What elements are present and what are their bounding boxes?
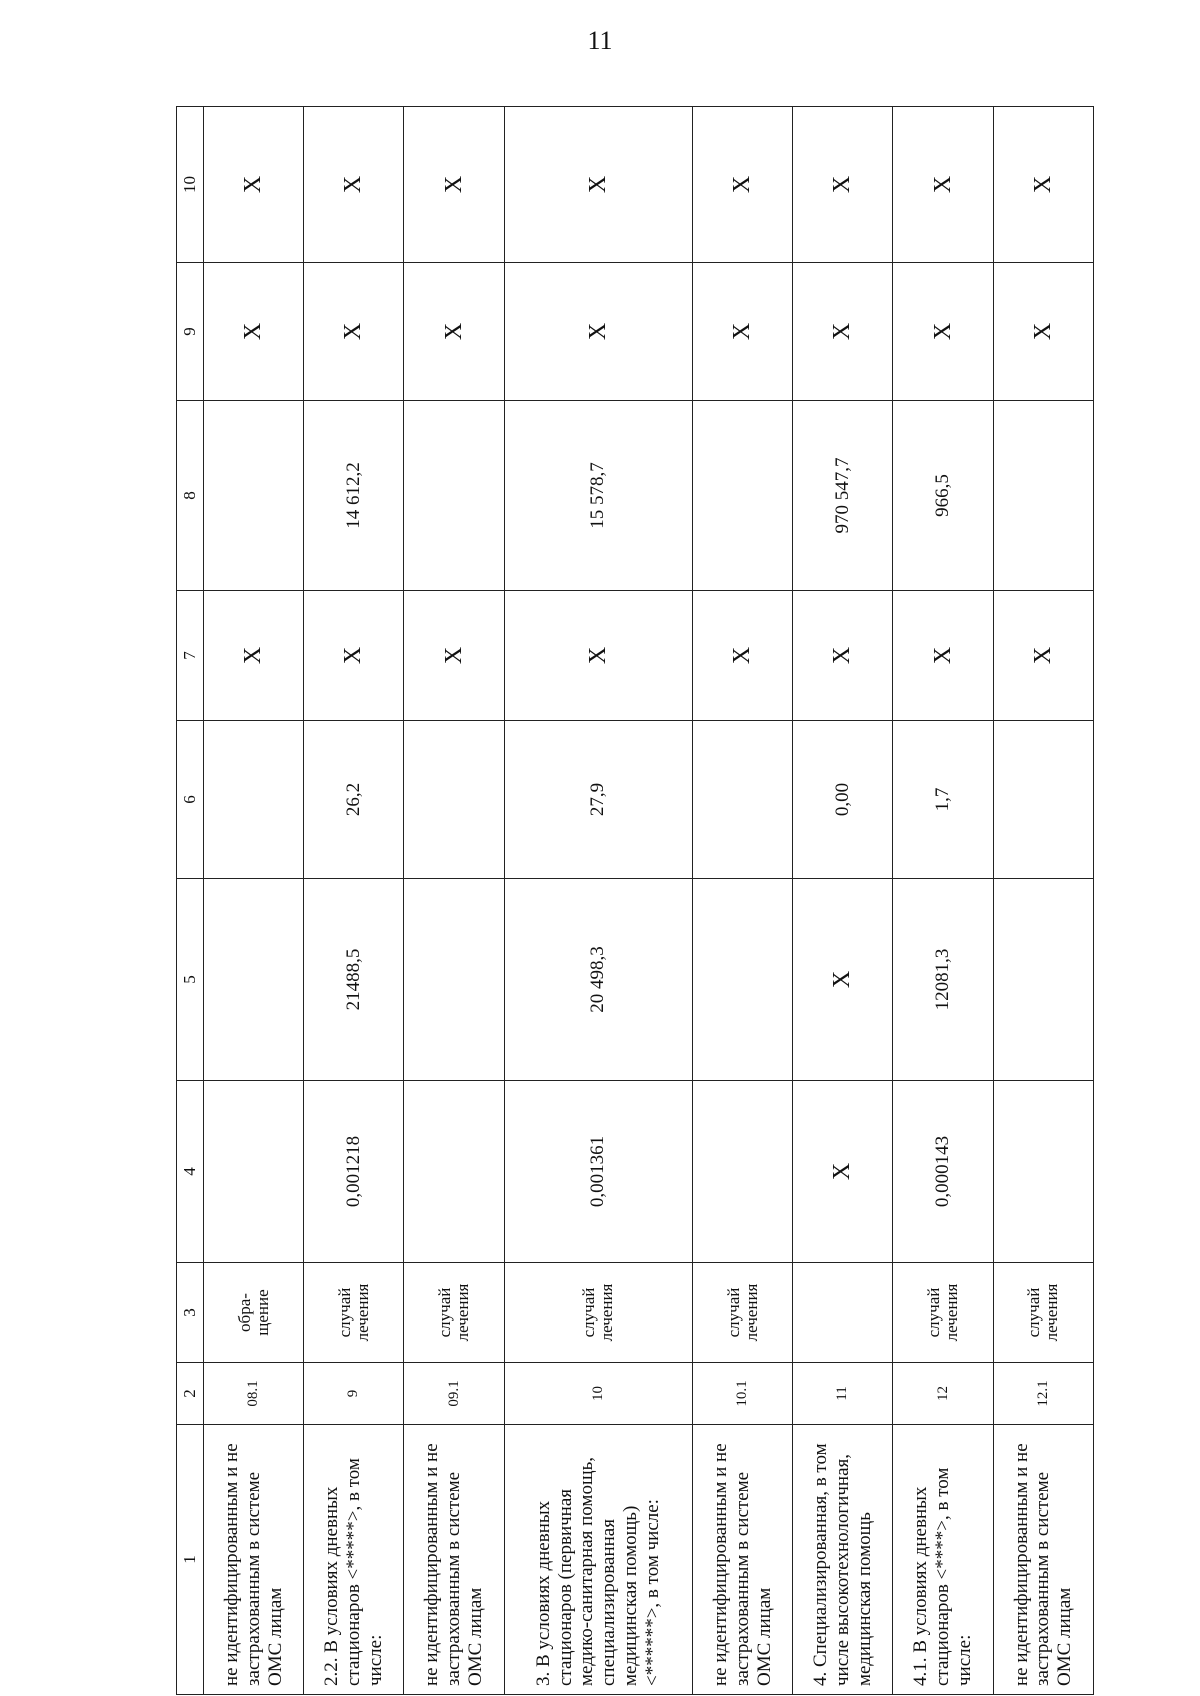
table-row (304, 107, 404, 1695)
column-number: 10 (177, 107, 204, 263)
cell-col4: X (793, 1081, 893, 1263)
cell-col5: 20 498,3 (504, 879, 692, 1081)
row-label: не идентифицированным и не застрахованным в системе ОМС лицам (404, 1425, 504, 1695)
cell-col8: 966,5 (893, 401, 993, 591)
cell-col10: X (204, 107, 304, 263)
cell-col8 (993, 401, 1093, 591)
row-unit: случай лечения (893, 1263, 993, 1363)
cell-col7: X (504, 591, 692, 721)
cell-col4 (693, 1081, 793, 1263)
cell-col6: 0,00 (793, 721, 893, 879)
cell-col7: X (893, 591, 993, 721)
row-code: 12.1 (993, 1363, 1093, 1425)
cell-col5: X (793, 879, 893, 1081)
data-table (176, 106, 1094, 1695)
cell-col10: X (993, 107, 1093, 263)
cell-col7: X (304, 591, 404, 721)
cell-col5 (693, 879, 793, 1081)
table-row (793, 107, 893, 1695)
cell-col7: X (204, 591, 304, 721)
cell-col8 (693, 401, 793, 591)
row-unit: случай лечения (504, 1263, 692, 1363)
table-row (504, 107, 692, 1695)
cell-col6 (204, 721, 304, 879)
cell-col5: 12081,3 (893, 879, 993, 1081)
column-number: 8 (177, 401, 204, 591)
column-number: 3 (177, 1263, 204, 1363)
cell-col9: X (793, 263, 893, 401)
row-unit: обра-щение (204, 1263, 304, 1363)
cell-col9: X (204, 263, 304, 401)
cell-col9: X (504, 263, 692, 401)
cell-col4 (204, 1081, 304, 1263)
cell-col8: 14 612,2 (304, 401, 404, 591)
cell-col10: X (504, 107, 692, 263)
table-row (204, 107, 304, 1695)
row-unit (793, 1263, 893, 1363)
cell-col9: X (304, 263, 404, 401)
cell-col6 (693, 721, 793, 879)
cell-col5 (204, 879, 304, 1081)
column-number: 1 (177, 1425, 204, 1695)
row-label: не идентифицированным и не застрахованным в системе ОМС лицам (993, 1425, 1093, 1695)
row-unit: случай лечения (693, 1263, 793, 1363)
table-row (693, 107, 793, 1695)
cell-col10: X (304, 107, 404, 263)
table-row (893, 107, 993, 1695)
column-number: 6 (177, 721, 204, 879)
row-label: 2.2. В условиях дневных стационаров <*****>, в том числе: (304, 1425, 404, 1695)
column-number-row (177, 107, 204, 1695)
table-row (993, 107, 1093, 1695)
cell-col4: 0,001218 (304, 1081, 404, 1263)
row-label: не идентифицированным и не застрахованным в системе ОМС лицам (204, 1425, 304, 1695)
table-row (404, 107, 504, 1695)
cell-col9: X (693, 263, 793, 401)
row-code: 10.1 (693, 1363, 793, 1425)
rotated-table-container (176, 107, 1094, 1695)
cell-col6: 27,9 (504, 721, 692, 879)
cell-col6 (993, 721, 1093, 879)
cell-col10: X (404, 107, 504, 263)
cell-col4: 0,001361 (504, 1081, 692, 1263)
row-label: 4. Специализированная, в том числе высокотехнологичная, медицинская помощь (793, 1425, 893, 1695)
cell-col10: X (693, 107, 793, 263)
row-label: 3. В условиях дневных стационаров (первичная медико-санитарная помощь, специализированная медицинская помощь) <******>, в том числе: (504, 1425, 692, 1695)
column-number: 7 (177, 591, 204, 721)
cell-col5 (404, 879, 504, 1081)
cell-col9: X (404, 263, 504, 401)
cell-col6 (404, 721, 504, 879)
cell-col8 (204, 401, 304, 591)
row-code: 10 (504, 1363, 692, 1425)
row-unit: случай лечения (993, 1263, 1093, 1363)
cell-col8: 15 578,7 (504, 401, 692, 591)
column-number: 5 (177, 879, 204, 1081)
cell-col4: 0,000143 (893, 1081, 993, 1263)
cell-col7: X (693, 591, 793, 721)
cell-col8 (404, 401, 504, 591)
cell-col10: X (793, 107, 893, 263)
cell-col6: 26,2 (304, 721, 404, 879)
page-number: 11 (587, 26, 613, 55)
cell-col4 (404, 1081, 504, 1263)
row-unit: случай лечения (304, 1263, 404, 1363)
cell-col5 (993, 879, 1093, 1081)
cell-col8: 970 547,7 (793, 401, 893, 591)
row-code: 08.1 (204, 1363, 304, 1425)
row-code: 9 (304, 1363, 404, 1425)
cell-col6: 1,7 (893, 721, 993, 879)
column-number: 2 (177, 1363, 204, 1425)
row-label: не идентифицированным и не застрахованным в системе ОМС лицам (693, 1425, 793, 1695)
cell-col7: X (993, 591, 1093, 721)
column-number: 4 (177, 1081, 204, 1263)
row-label: 4.1. В условиях дневных стационаров <****>, в том числе: (893, 1425, 993, 1695)
row-code: 09.1 (404, 1363, 504, 1425)
cell-col4 (993, 1081, 1093, 1263)
cell-col9: X (993, 263, 1093, 401)
cell-col5: 21488,5 (304, 879, 404, 1081)
column-number: 9 (177, 263, 204, 401)
cell-col9: X (893, 263, 993, 401)
row-unit: случай лечения (404, 1263, 504, 1363)
cell-col10: X (893, 107, 993, 263)
cell-col7: X (793, 591, 893, 721)
cell-col7: X (404, 591, 504, 721)
row-code: 11 (793, 1363, 893, 1425)
row-code: 12 (893, 1363, 993, 1425)
